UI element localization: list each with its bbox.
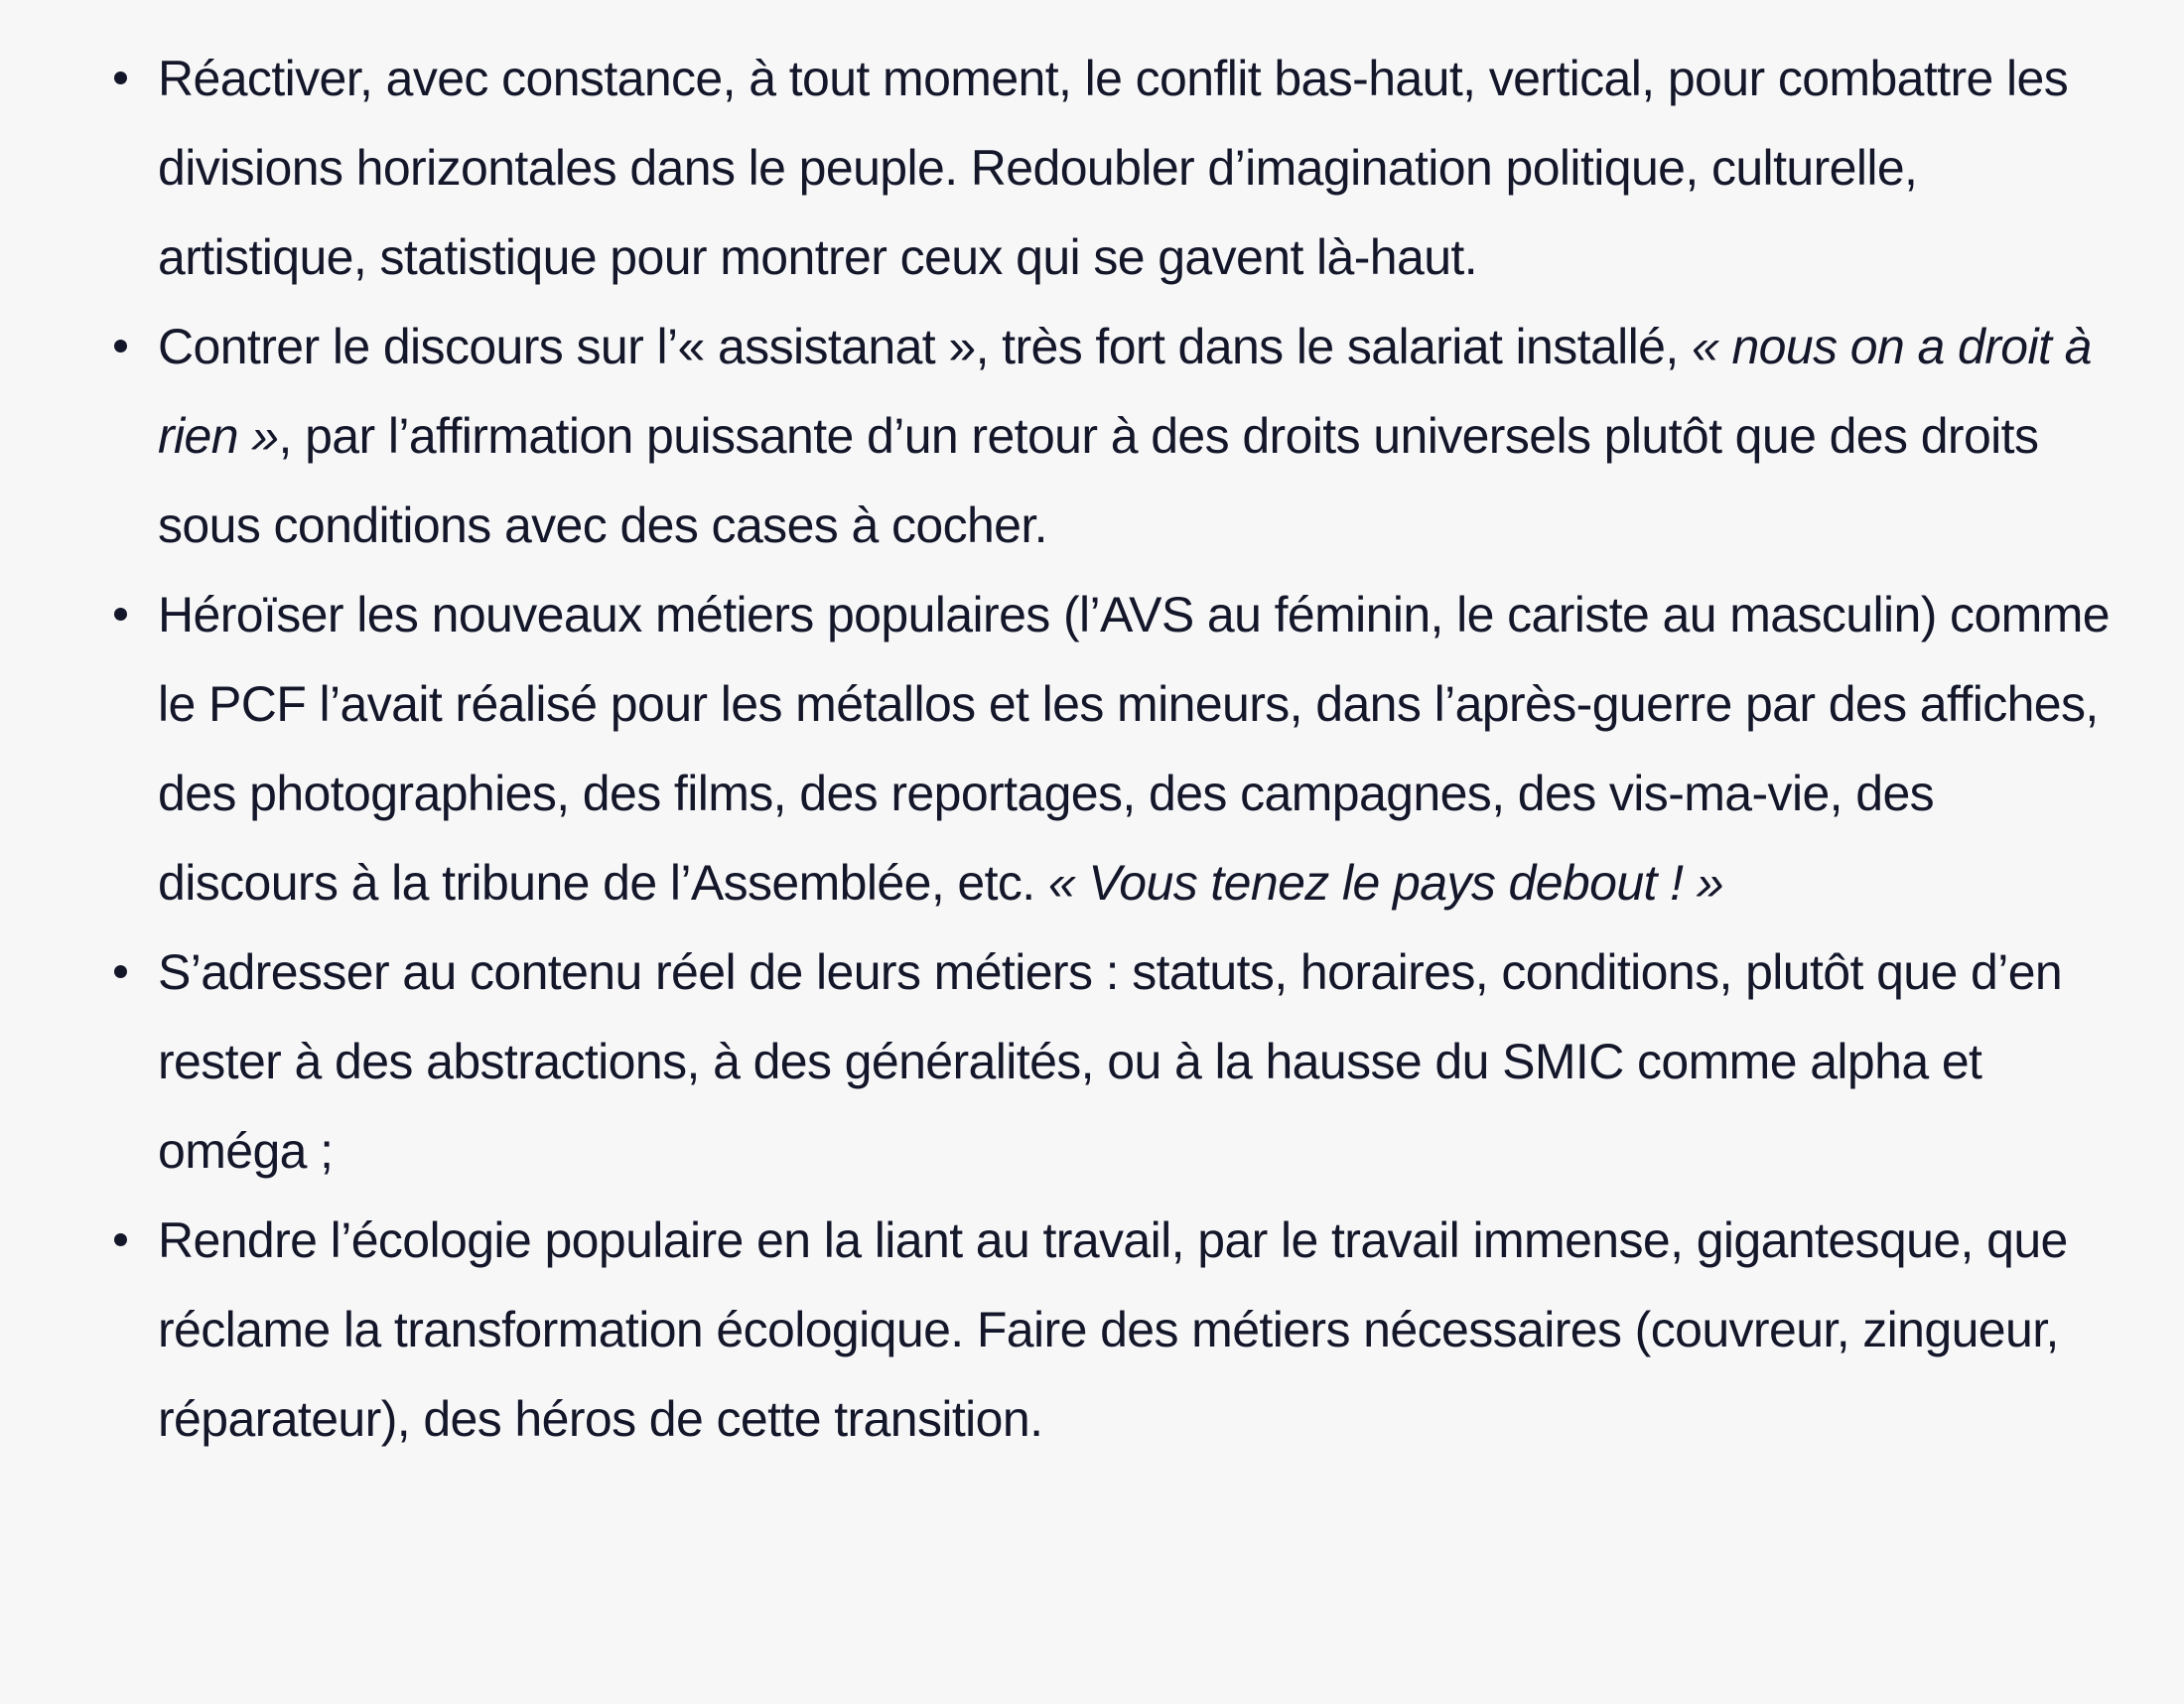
list-item-text: , par l’affirmation puissante d’un retour à des droits universels plutôt que des droits sous conditions avec des cases à cocher. — [158, 408, 2039, 553]
italic-quote: « Vous tenez le pays debout ! » — [1047, 855, 1723, 911]
list-item — [158, 34, 2124, 302]
bullet-list — [0, 34, 2124, 1464]
list-item — [158, 1196, 2124, 1464]
bullet-icon — [114, 608, 127, 621]
list-item-text: Réactiver, avec constance, à tout moment, le conflit bas-haut, vertical, pour combattre les divisions horizontales dans le peuple. Redoubler d’imagination politique, culturelle, artistique, statistique pour montrer ceux qui se gavent là-haut. — [158, 51, 2069, 285]
bullet-icon — [114, 340, 127, 353]
bullet-icon — [114, 1233, 127, 1246]
bullet-icon — [114, 71, 127, 84]
list-item — [158, 570, 2124, 927]
italic-quote: « nous on a droit à rien » — [158, 319, 2092, 464]
bullet-icon — [114, 965, 127, 978]
list-item — [158, 302, 2124, 570]
list-item — [158, 927, 2124, 1196]
list-item-text: Héroïser les nouveaux métiers populaires (l’AVS au féminin, le cariste au masculin) comme le PCF l’avait réalisé pour les métallos et les mineurs, dans l’après-guerre par des affiches, des photographies, des films, des reportages, des campagnes, des vis-ma-vie, des discours à la tribune de l’Assemblée, etc. — [158, 587, 2110, 911]
list-item-text: Rendre l’écologie populaire en la liant au travail, par le travail immense, gigantesque, que réclame la transformation écologique. Faire des métiers nécessaires (couvreur, zingueur, réparateur), des héros de cette transition. — [158, 1212, 2068, 1447]
list-item-text: S’adresser au contenu réel de leurs métiers : statuts, horaires, conditions, plutôt que d’en rester à des abstractions, à des généralités, ou à la hausse du SMIC comme alpha et oméga ; — [158, 944, 2063, 1179]
list-item-text: Contrer le discours sur l’« assistanat », très fort dans le salariat installé, — [158, 319, 1692, 374]
